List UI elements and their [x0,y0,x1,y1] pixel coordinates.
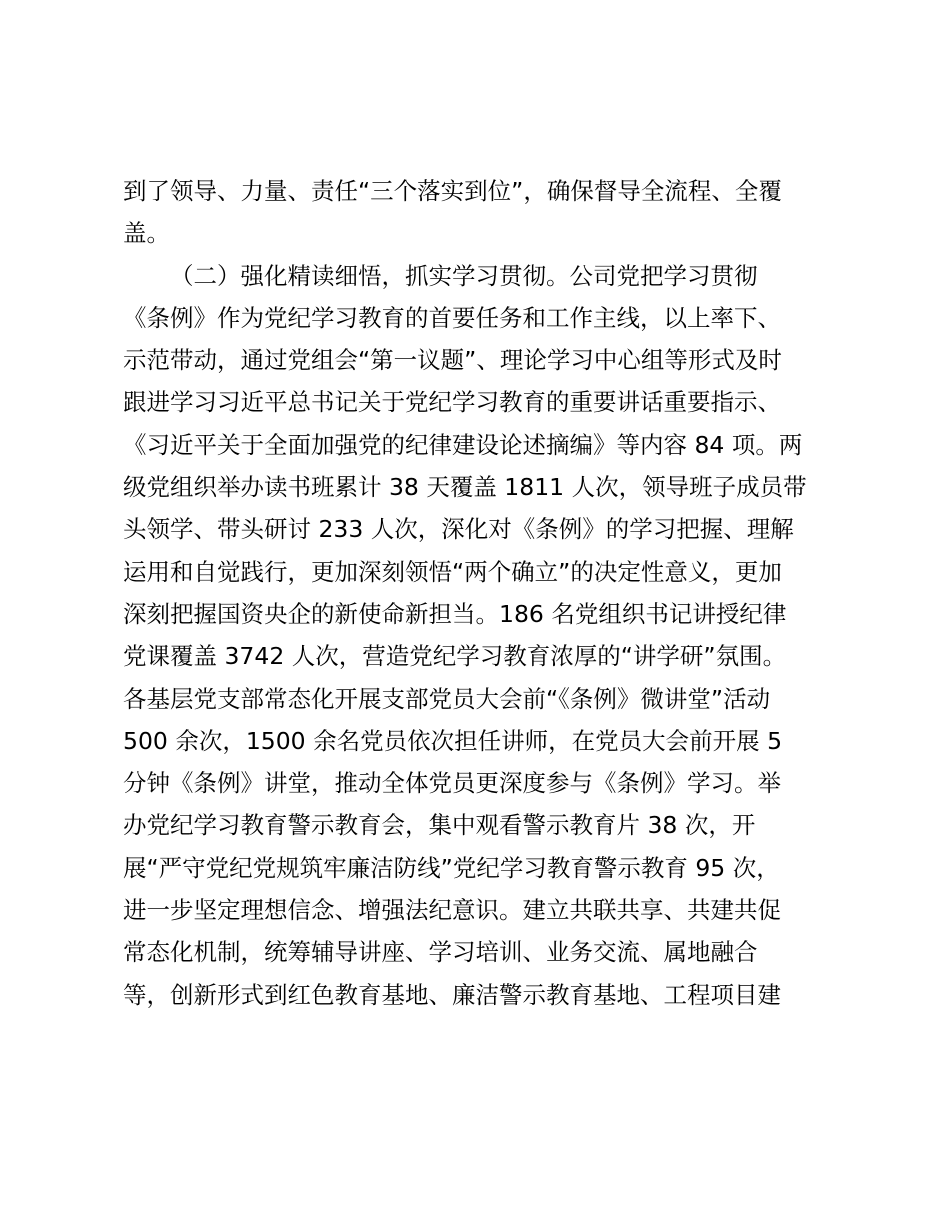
text-line: 等，创新形式到红色教育基地、廉洁警示教育基地、工程项目建 [123,980,781,1009]
text-line: 分钟《条例》讲堂，推动全体党员更深度参与《条例》学习。举 [123,769,781,798]
text-line: 党课覆盖 3742 人次，营造党纪学习教育浓厚的“讲学研”氛围。 [123,642,787,671]
text-line: 示范带动，通过党组会“第一议题”、理论学习中心组等形式及时 [123,346,782,375]
text-line: 办党纪学习教育警示教育会，集中观看警示教育片 38 次，开 [123,811,756,840]
text-line: 深刻把握国资央企的新使命新担当。186 名党组织书记讲授纪律 [123,599,787,628]
text-line: 各基层党支部常态化开展支部党员大会前“《条例》微讲堂”活动 [123,684,771,713]
text-line: 《条例》作为党纪学习教育的首要任务和工作主线，以上率下、 [123,303,781,332]
text-line: 《习近平关于全面加强党的纪律建设论述摘编》等内容 84 项。两 [123,430,803,459]
text-line: 盖。 [123,219,170,248]
text-line: 跟进学习习近平总书记关于党纪学习教育的重要讲话重要指示、 [123,388,781,417]
body-text [123,170,843,1016]
text-line: 展“严守党纪党规筑牢廉洁防线”党纪学习教育警示教育 95 次， [123,853,780,882]
text-line: 到了领导、力量、责任“三个落实到位”，确保督导全流程、全覆 [123,177,782,205]
text-line: 常态化机制，统筹辅导讲座、学习培训、业务交流、属地融合 [123,938,758,967]
section-heading-line: （二）强化精读细悟，抓实学习贯彻。公司党把学习贯彻 [170,261,758,290]
text-line: 头领学、带头研讨 233 人次，深化对《条例》的学习把握、理解 [123,515,794,544]
text-line: 级党组织举办读书班累计 38 天覆盖 1811 人次，领导班子成员带 [123,473,807,502]
text-line: 500 余次，1500 余名党员依次担任讲师，在党员大会前开展 5 [123,726,783,755]
text-line: 运用和自觉践行，更加深刻领悟“两个确立”的决定性意义，更加 [123,557,782,586]
text-line: 进一步坚定理想信念、增强法纪意识。建立共联共享、共建共促 [123,896,781,925]
